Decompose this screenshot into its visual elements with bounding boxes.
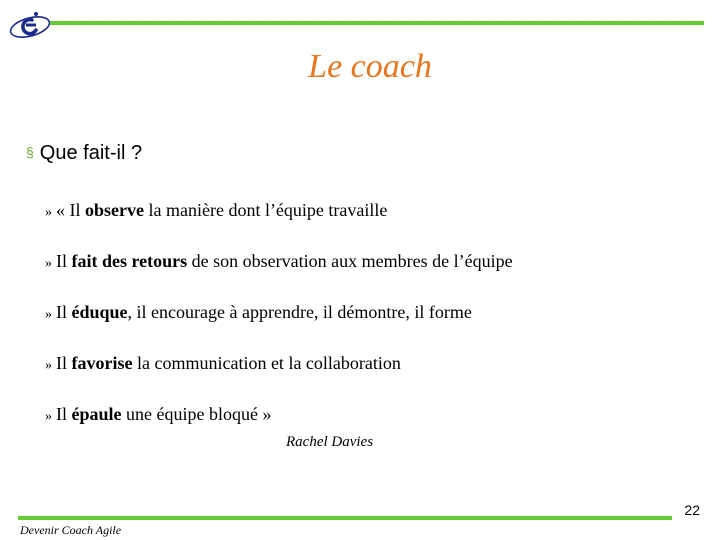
top-divider — [50, 21, 704, 25]
list-item — [45, 300, 513, 351]
item-keyword: favorise — [71, 353, 133, 373]
item-text: Il — [56, 302, 72, 322]
item-text: « Il — [56, 200, 85, 220]
bottom-divider — [18, 516, 672, 520]
item-text: la manière dont l’équipe travaille — [143, 200, 388, 220]
item-keyword: observe — [85, 200, 144, 220]
main-bullet-text: Que fait-il ? — [39, 142, 143, 164]
sub-bullet-list — [45, 198, 513, 453]
ec-swirl-logo-icon — [6, 8, 54, 44]
sub-bullet-icon: » — [45, 256, 52, 271]
list-item — [45, 402, 513, 453]
quote-attribution: Rachel Davies — [286, 434, 374, 450]
list-item — [45, 198, 513, 249]
footer-text: Devenir Coach Agile — [20, 523, 122, 537]
item-keyword: éduque — [71, 302, 128, 322]
list-item — [45, 249, 513, 300]
item-text: Il — [56, 353, 72, 373]
item-text: de son observation aux membres de l’équipe — [187, 251, 513, 271]
item-keyword: fait des retours — [71, 251, 188, 271]
main-bullet — [26, 142, 142, 165]
list-item — [45, 351, 513, 402]
sub-bullet-icon: » — [45, 307, 52, 322]
item-text: une équipe bloqué » — [121, 404, 272, 424]
item-keyword: épaule — [71, 404, 122, 424]
item-text: la communication et la collaboration — [132, 353, 401, 373]
sub-bullet-icon: » — [45, 409, 52, 424]
sub-bullet-icon: » — [45, 358, 52, 373]
item-text: Il — [56, 251, 72, 271]
sub-bullet-icon: » — [45, 205, 52, 220]
item-text: , il encourage à apprendre, il démontre, il forme — [127, 302, 472, 322]
section-bullet-icon: § — [26, 144, 34, 160]
slide-title: Le coach — [308, 48, 432, 85]
page-number: 22 — [684, 502, 700, 518]
item-text: Il — [56, 404, 72, 424]
